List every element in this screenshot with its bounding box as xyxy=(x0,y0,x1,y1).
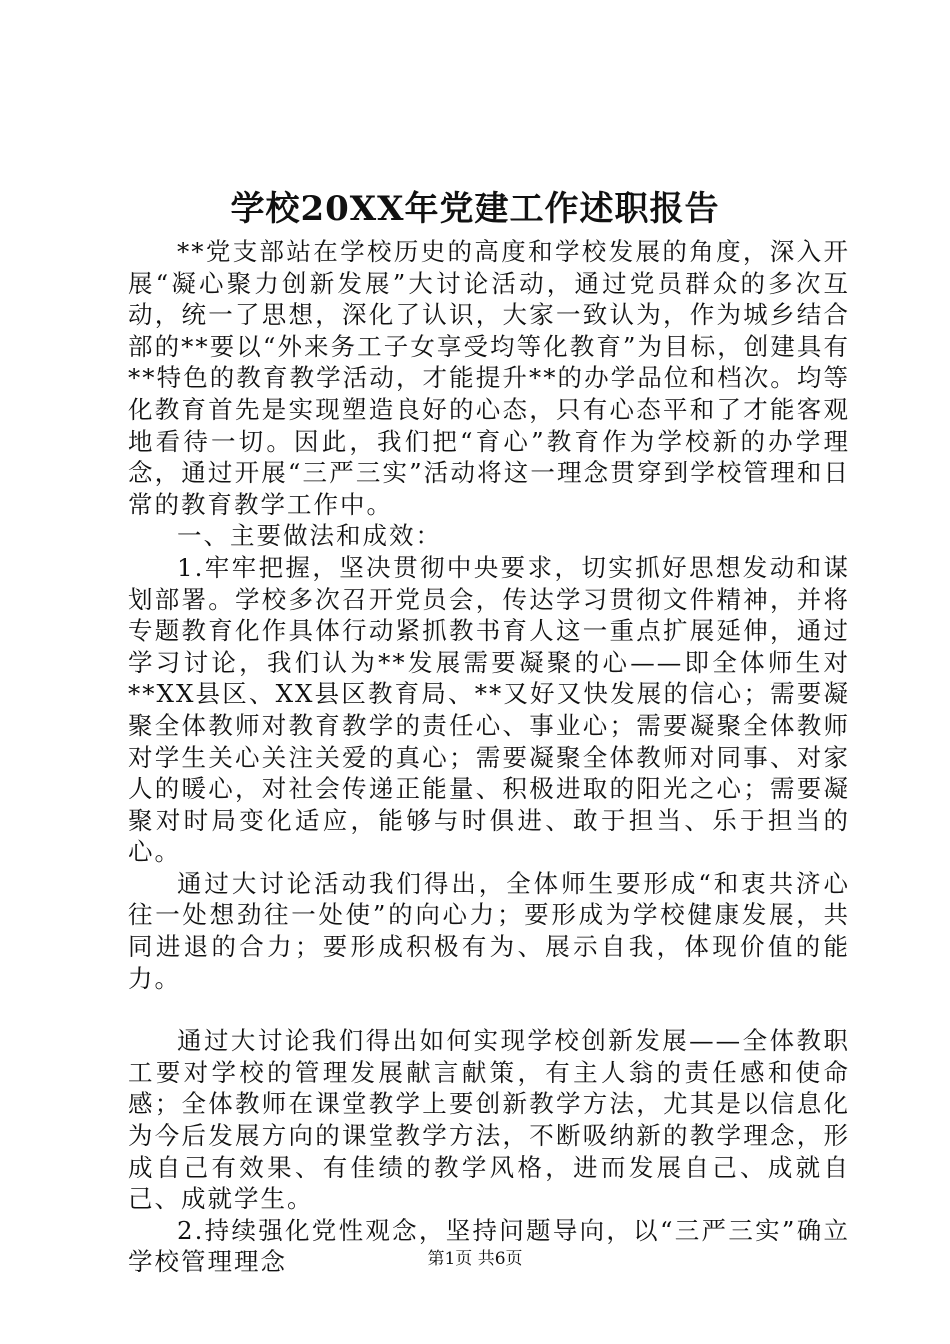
discussion-result-paragraph: 通过大讨论活动我们得出，全体师生要形成“和衷共济心往一处想劲往一处使”的向心力；要形成为学校健康发展，共同进退的合力；要形成积极有为、展示自我，体现价值的能力。 xyxy=(128,868,850,993)
point-2-paragraph: 2.持续强化党性观念，坚持问题导向，以“三严三实”确立学校管理理念 xyxy=(128,1215,850,1277)
section-heading: 一、主要做法和成效： xyxy=(177,521,442,551)
point-1-paragraph: 1.牢牢把握，坚决贯彻中央要求，切实抓好思想发动和谋划部署。学校多次召开党员会，传达学习贯彻文件精神，并将专题教育化作具体行动紧抓教书育人这一重点扩展延伸，通过学习讨论，我们认为**发展需要凝聚的心——即全体师生对**XX县区、XX县区教育局、**又好又快发展的信心；需要凝聚全体教师对教育教学的责任心、事业心；需要凝聚全体教师对学生关心关注关爱的真心；需要凝聚全体教师对同事、对家人的暖心，对社会传递正能量、积极进取的阳光之心；需要凝聚对时局变化适应，能够与时俱进、敢于担当、乐于担当的心。 xyxy=(128,552,850,867)
document-body xyxy=(128,236,850,1278)
intro-paragraph: **党支部站在学校历史的高度和学校发展的角度，深入开展“凝心聚力创新发展”大讨论活动，通过党员群众的多次互动，统一了思想，深化了认识，大家一致认为，作为城乡结合部的**要以“外来务工子女享受均等化教育”为目标，创建具有**特色的教育教学活动，才能提升**的办学品位和档次。均等化教育首先是实现塑造良好的心态，只有心态平和了才能客观地看待一切。因此，我们把“育心”教育作为学校新的办学理念，通过开展“三严三实”活动将这一理念贯穿到学校管理和日常的教育教学工作中。 xyxy=(128,237,850,519)
innovation-paragraph: 通过大讨论我们得出如何实现学校创新发展——全体教职工要对学校的管理发展献言献策，有主人翁的责任感和使命感；全体教师在课堂教学上要创新教学方法，尤其是以信息化为今后发展方向的课堂教学方法，不断吸纳新的教学理念，形成自己有效果、有佳绩的教学风格，进而发展自己、成就自己、成就学生。 xyxy=(128,1026,850,1214)
page-footer: 第1页 共6页 xyxy=(427,1249,523,1269)
document-title: 学校20XX年党建工作述职报告 xyxy=(230,189,720,229)
